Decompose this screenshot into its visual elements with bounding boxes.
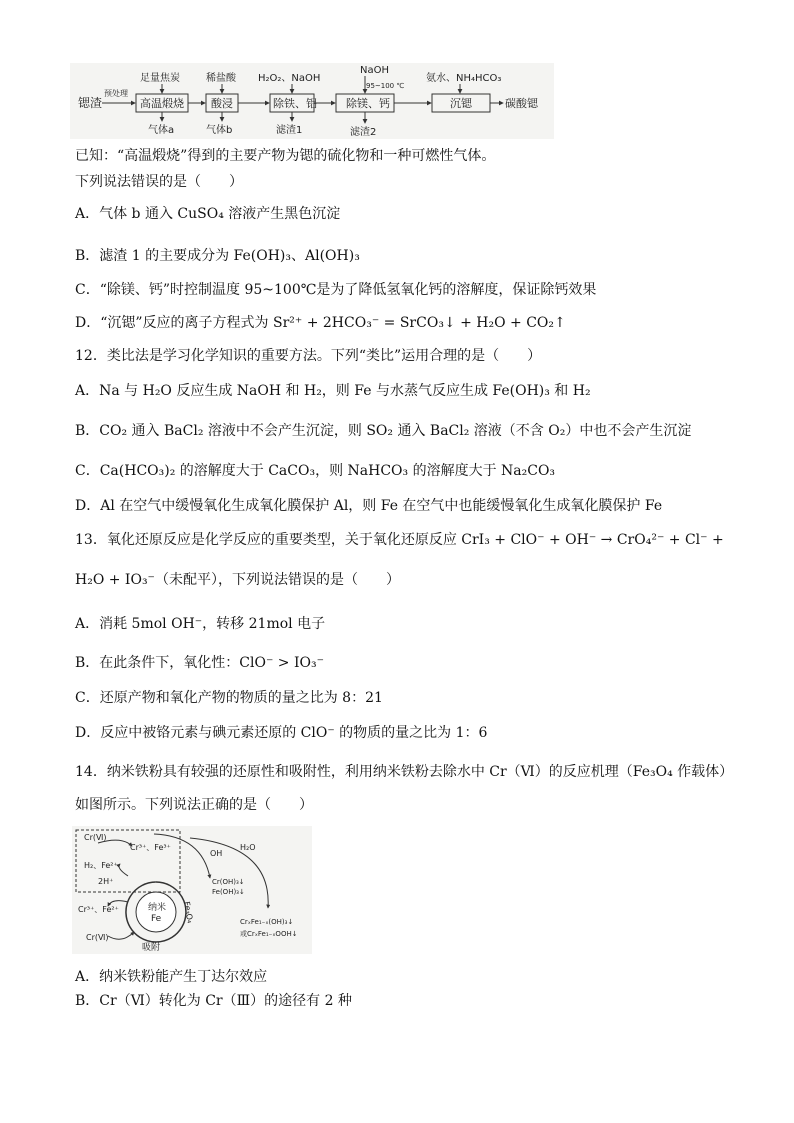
input-hcl: 稀盐酸 — [206, 73, 236, 84]
q11-option-b: B．滤渣 1 的主要成分为 Fe(OH)₃、Al(OH)₃ — [75, 248, 360, 264]
output-gas-b: 气体b — [206, 125, 233, 136]
q11-given: 已知：“高温煅烧”得到的主要产物为锶的硫化物和一种可燃性气体。 — [75, 148, 496, 164]
fe-label: Fe — [151, 914, 162, 924]
h2-fe2-label: H₂、Fe²⁺ — [84, 861, 118, 870]
step-precipitate: 沉锶 — [450, 97, 472, 110]
croh3-label: Cr(OH)₃↓ — [212, 878, 245, 886]
input-coke: 足量焦炭 — [140, 73, 180, 84]
step-acid: 酸浸 — [211, 97, 233, 110]
crvi-bottom-label: Cr(Ⅵ) — [86, 933, 109, 942]
q13-option-a: A．消耗 5mol OH⁻，转移 21mol 电子 — [75, 616, 326, 632]
q14-option-b: B．Cr（Ⅵ）转化为 Cr（Ⅲ）的途径有 2 种 — [75, 993, 352, 1009]
mechanism-diagram — [72, 826, 312, 954]
input-ammonia: 氨水、NH₄HCO₃ — [426, 73, 502, 84]
adsorb-label: 吸附 — [142, 943, 161, 953]
q12-option-a: A．Na 与 H₂O 反应生成 NaOH 和 H₂，则 Fe 与水蒸气反应生成 Fe(OH)₃ 和 H₂ — [75, 383, 591, 399]
q12-stem: 12．类比法是学习化学知识的重要方法。下列“类比”运用合理的是（ ） — [75, 348, 542, 364]
q14-stem-line2: 如图所示。下列说法正确的是（ ） — [75, 797, 313, 813]
mixed-hydroxide-label: CrₓFe₁₋ₓ(OH)₃↓ — [240, 918, 294, 926]
q13-option-d: D．反应中被铬元素与碘元素还原的 ClO⁻ 的物质的量之比为 1：6 — [75, 725, 488, 741]
oh-label: OH — [210, 849, 223, 858]
q11-option-a: A．气体 b 通入 CuSO₄ 溶液产生黑色沉淀 — [75, 206, 341, 222]
flow-end-product: 碳酸锶 — [505, 97, 538, 110]
input-temperature: 95~100 ℃ — [366, 82, 405, 90]
output-residue-2: 滤渣2 — [350, 127, 377, 138]
input-naoh: NaOH — [360, 65, 389, 76]
process-flowchart — [70, 63, 554, 139]
step-remove-mg-ca: 除镁、钙 — [346, 97, 390, 110]
input-h2o2-naoh: H₂O₂、NaOH — [258, 73, 321, 84]
output-gas-a: 气体a — [148, 125, 175, 136]
q11-option-d: D．“沉锶”反应的离子方程式为 Sr²⁺ + 2HCO₃⁻ = SrCO₃↓ + H₂O + CO₂↑ — [75, 315, 566, 331]
q13-stem-line2: H₂O + IO₃⁻（未配平），下列说法错误的是（ ） — [75, 572, 400, 588]
flow-start: 锶渣 — [78, 96, 103, 110]
mixed-oxyhydroxide-label: 或CrₓFe₁₋ₓOOH↓ — [240, 930, 298, 938]
step-calcine: 高温煅烧 — [140, 97, 184, 110]
q11-stem: 下列说法错误的是（ ） — [75, 174, 243, 190]
2h-plus-label: 2H⁺ — [98, 877, 114, 886]
q12-option-b: B．CO₂ 通入 BaCl₂ 溶液中不会产生沉淀，则 SO₂ 通入 BaCl₂ 溶液（不含 O₂）中也不会产生沉淀 — [75, 423, 692, 439]
step-remove-fe-al: 除铁、铝 — [273, 97, 317, 110]
q11-option-c: C．“除镁、钙”时控制温度 95~100℃是为了降低氢氧化钙的溶解度，保证除钙效果 — [75, 282, 597, 298]
q13-stem-line1: 13．氧化还原反应是化学反应的重要类型，关于氧化还原反应 CrI₃ + ClO⁻ + OH⁻ → CrO₄²⁻ + Cl⁻ + — [75, 532, 724, 548]
q13-option-c: C．还原产物和氧化产物的物质的量之比为 8：21 — [75, 690, 383, 706]
cr3-fe3-label: Cr³⁺、Fe³⁺ — [130, 843, 171, 852]
crvi-top-label: Cr(Ⅵ) — [84, 833, 107, 842]
cr3-fe2-label: Cr³⁺、Fe²⁺ — [78, 905, 119, 914]
h2o-label: H₂O — [240, 843, 256, 852]
q13-option-b: B．在此条件下，氧化性：ClO⁻ > IO₃⁻ — [75, 655, 324, 671]
output-residue-1: 滤渣1 — [276, 125, 303, 136]
q14-stem-line1: 14．纳米铁粉具有较强的还原性和吸附性，利用纳米铁粉去除水中 Cr（Ⅵ）的反应机理（Fe₃O₄ 作载体） — [75, 764, 734, 780]
q12-option-c: C．Ca(HCO₃)₂ 的溶解度大于 CaCO₃，则 NaHCO₃ 的溶解度大于 Na₂CO₃ — [75, 463, 556, 479]
q12-option-d: D．Al 在空气中缓慢氧化生成氧化膜保护 Al，则 Fe 在空气中也能缓慢氧化生成氧化膜保护 Fe — [75, 498, 663, 514]
nano-label: 纳米 — [148, 903, 167, 913]
flow-pretreat: 预处理 — [104, 89, 128, 98]
fe3o4-label: Fe₃O₄ — [182, 900, 195, 924]
q14-option-a: A．纳米铁粉能产生丁达尔效应 — [75, 969, 268, 985]
feoh3-label: Fe(OH)₃↓ — [212, 888, 245, 896]
